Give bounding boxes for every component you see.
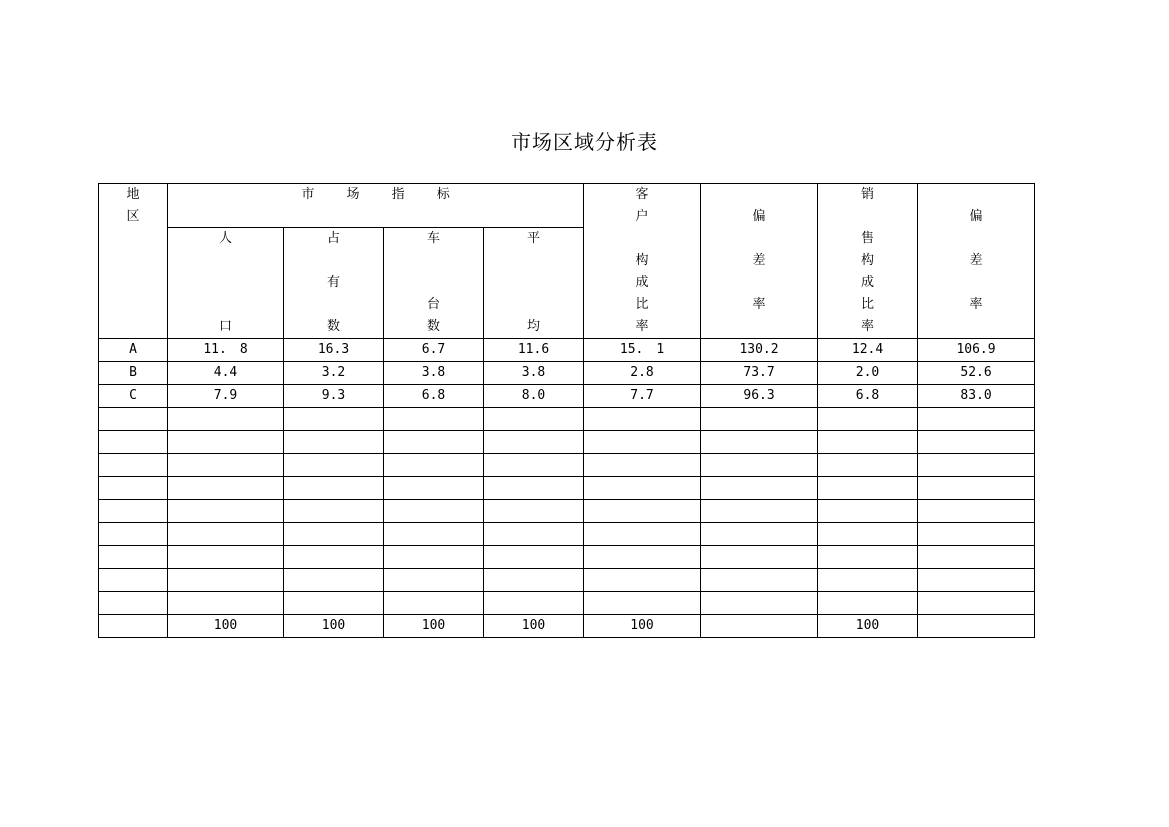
header-char: 成 bbox=[861, 275, 875, 290]
header-char: 有 bbox=[326, 275, 340, 290]
empty-cell bbox=[818, 592, 918, 615]
header-char: 率 bbox=[861, 319, 875, 334]
header-char bbox=[284, 250, 383, 272]
empty-cell bbox=[384, 500, 484, 523]
header-char: 率 bbox=[635, 319, 649, 334]
empty-cell bbox=[484, 592, 584, 615]
header-char: 偏 bbox=[752, 209, 766, 224]
cell-customer-ratio: 15. 1 bbox=[584, 339, 701, 362]
cell-deviation-2: 52.6 bbox=[918, 362, 1035, 385]
page-title: 市场区域分析表 bbox=[511, 130, 658, 154]
header-char: 比 bbox=[861, 297, 875, 312]
cell-deviation-1: 130.2 bbox=[701, 339, 818, 362]
empty-row bbox=[99, 569, 1035, 592]
empty-cell bbox=[701, 477, 818, 500]
empty-cell bbox=[99, 523, 168, 546]
header-char bbox=[701, 228, 817, 250]
empty-cell bbox=[818, 569, 918, 592]
header-char: 比 bbox=[635, 297, 649, 312]
cell-population: 11. 8 bbox=[168, 339, 284, 362]
header-row-1 bbox=[99, 184, 1035, 228]
header-sales-ratio bbox=[818, 184, 918, 339]
empty-cell bbox=[818, 500, 918, 523]
cell-deviation-1: 73.7 bbox=[701, 362, 818, 385]
empty-cell bbox=[99, 454, 168, 477]
total-share: 100 bbox=[284, 615, 384, 638]
header-char: 销 bbox=[861, 187, 875, 202]
empty-cell bbox=[918, 500, 1035, 523]
empty-cell bbox=[818, 408, 918, 431]
cell-vehicles: 6.7 bbox=[384, 339, 484, 362]
header-char: 户 bbox=[635, 209, 649, 224]
header-char: 构 bbox=[861, 253, 875, 268]
empty-cell bbox=[918, 454, 1035, 477]
empty-cell bbox=[284, 500, 384, 523]
empty-cell bbox=[168, 523, 284, 546]
empty-cell bbox=[701, 546, 818, 569]
empty-cell bbox=[284, 546, 384, 569]
header-char: 售 bbox=[861, 231, 875, 246]
empty-cell bbox=[384, 408, 484, 431]
cell-sales-ratio: 2.0 bbox=[818, 362, 918, 385]
header-char: 差 bbox=[969, 253, 983, 268]
empty-cell bbox=[168, 592, 284, 615]
empty-cell bbox=[701, 431, 818, 454]
empty-cell bbox=[99, 546, 168, 569]
total-region bbox=[99, 615, 168, 638]
empty-cell bbox=[584, 431, 701, 454]
header-char bbox=[918, 228, 1034, 250]
cell-region: A bbox=[99, 339, 168, 362]
empty-cell bbox=[484, 523, 584, 546]
cell-population: 4.4 bbox=[168, 362, 284, 385]
cell-average: 3.8 bbox=[484, 362, 584, 385]
total-customer-ratio: 100 bbox=[584, 615, 701, 638]
header-region bbox=[99, 184, 168, 339]
total-deviation-1 bbox=[701, 615, 818, 638]
empty-cell bbox=[818, 546, 918, 569]
header-char: 台 bbox=[426, 297, 440, 312]
empty-row bbox=[99, 500, 1035, 523]
table-row bbox=[99, 385, 1035, 408]
cell-vehicles: 3.8 bbox=[384, 362, 484, 385]
header-char bbox=[484, 294, 583, 316]
empty-cell bbox=[584, 523, 701, 546]
cell-customer-ratio: 7.7 bbox=[584, 385, 701, 408]
header-char: 差 bbox=[752, 253, 766, 268]
table-row bbox=[99, 362, 1035, 385]
header-char bbox=[918, 272, 1034, 294]
header-char bbox=[484, 272, 583, 294]
totals-row bbox=[99, 615, 1035, 638]
header-char bbox=[384, 272, 483, 294]
cell-region: B bbox=[99, 362, 168, 385]
empty-cell bbox=[918, 569, 1035, 592]
header-char bbox=[168, 250, 283, 272]
header-deviation-1 bbox=[701, 184, 818, 339]
empty-cell bbox=[918, 431, 1035, 454]
empty-cell bbox=[484, 477, 584, 500]
empty-row bbox=[99, 592, 1035, 615]
table-row bbox=[99, 339, 1035, 362]
total-population: 100 bbox=[168, 615, 284, 638]
empty-cell bbox=[284, 592, 384, 615]
header-char: 平 bbox=[527, 231, 541, 246]
header-char bbox=[701, 184, 817, 206]
header-population bbox=[168, 228, 284, 339]
empty-cell bbox=[701, 592, 818, 615]
header-char bbox=[918, 184, 1034, 206]
header-char bbox=[168, 294, 283, 316]
empty-cell bbox=[584, 477, 701, 500]
header-char: 车 bbox=[426, 231, 440, 246]
empty-cell bbox=[918, 408, 1035, 431]
empty-cell bbox=[701, 569, 818, 592]
empty-cell bbox=[918, 592, 1035, 615]
empty-row bbox=[99, 546, 1035, 569]
empty-cell bbox=[818, 477, 918, 500]
cell-average: 8.0 bbox=[484, 385, 584, 408]
cell-sales-ratio: 12.4 bbox=[818, 339, 918, 362]
header-deviation-2 bbox=[918, 184, 1035, 339]
cell-deviation-2: 106.9 bbox=[918, 339, 1035, 362]
empty-cell bbox=[168, 500, 284, 523]
empty-cell bbox=[99, 477, 168, 500]
header-char: 人 bbox=[218, 231, 232, 246]
empty-cell bbox=[168, 546, 284, 569]
empty-cell bbox=[584, 454, 701, 477]
empty-cell bbox=[99, 569, 168, 592]
empty-cell bbox=[384, 569, 484, 592]
empty-cell bbox=[168, 408, 284, 431]
empty-cell bbox=[584, 546, 701, 569]
header-char: 数 bbox=[326, 319, 340, 334]
header-market-indicators-label: 市 场 指 标 bbox=[301, 187, 464, 202]
empty-cell bbox=[384, 546, 484, 569]
empty-cell bbox=[918, 546, 1035, 569]
empty-cell bbox=[99, 431, 168, 454]
empty-row bbox=[99, 431, 1035, 454]
empty-cell bbox=[284, 454, 384, 477]
header-region-char: 地 bbox=[126, 187, 140, 202]
empty-cell bbox=[484, 546, 584, 569]
empty-cell bbox=[584, 408, 701, 431]
empty-cell bbox=[818, 431, 918, 454]
cell-share: 3.2 bbox=[284, 362, 384, 385]
header-char: 率 bbox=[969, 297, 983, 312]
empty-cell bbox=[484, 454, 584, 477]
header-char: 占 bbox=[326, 231, 340, 246]
header-average bbox=[484, 228, 584, 339]
empty-cell bbox=[384, 431, 484, 454]
header-share bbox=[284, 228, 384, 339]
empty-row bbox=[99, 477, 1035, 500]
empty-cell bbox=[701, 523, 818, 546]
empty-cell bbox=[284, 408, 384, 431]
empty-cell bbox=[284, 569, 384, 592]
header-vehicles bbox=[384, 228, 484, 339]
header-char bbox=[484, 250, 583, 272]
empty-cell bbox=[484, 431, 584, 454]
header-char: 率 bbox=[752, 297, 766, 312]
total-average: 100 bbox=[484, 615, 584, 638]
empty-cell bbox=[484, 569, 584, 592]
empty-cell bbox=[99, 408, 168, 431]
cell-deviation-2: 83.0 bbox=[918, 385, 1035, 408]
total-vehicles: 100 bbox=[384, 615, 484, 638]
total-sales-ratio: 100 bbox=[818, 615, 918, 638]
header-char: 构 bbox=[635, 253, 649, 268]
header-char bbox=[384, 250, 483, 272]
header-char: 客 bbox=[635, 187, 649, 202]
cell-population: 7.9 bbox=[168, 385, 284, 408]
header-region-char: 区 bbox=[126, 209, 140, 224]
total-deviation-2 bbox=[918, 615, 1035, 638]
cell-share: 16.3 bbox=[284, 339, 384, 362]
cell-sales-ratio: 6.8 bbox=[818, 385, 918, 408]
cell-customer-ratio: 2.8 bbox=[584, 362, 701, 385]
empty-cell bbox=[384, 454, 484, 477]
empty-cell bbox=[168, 569, 284, 592]
empty-cell bbox=[99, 592, 168, 615]
header-char: 口 bbox=[218, 319, 232, 334]
empty-cell bbox=[701, 408, 818, 431]
empty-cell bbox=[284, 431, 384, 454]
empty-cell bbox=[168, 431, 284, 454]
header-char: 数 bbox=[426, 319, 440, 334]
cell-deviation-1: 96.3 bbox=[701, 385, 818, 408]
header-char bbox=[818, 206, 917, 228]
header-char: 均 bbox=[527, 319, 541, 334]
header-char bbox=[701, 272, 817, 294]
header-char: 成 bbox=[635, 275, 649, 290]
empty-cell bbox=[701, 500, 818, 523]
empty-cell bbox=[384, 523, 484, 546]
header-char bbox=[284, 294, 383, 316]
empty-cell bbox=[168, 477, 284, 500]
empty-cell bbox=[584, 592, 701, 615]
header-char bbox=[168, 272, 283, 294]
empty-cell bbox=[918, 477, 1035, 500]
market-analysis-table bbox=[98, 183, 1035, 638]
empty-cell bbox=[99, 500, 168, 523]
empty-cell bbox=[284, 477, 384, 500]
cell-region: C bbox=[99, 385, 168, 408]
empty-row bbox=[99, 454, 1035, 477]
empty-cell bbox=[818, 523, 918, 546]
empty-cell bbox=[584, 500, 701, 523]
header-char bbox=[584, 228, 700, 250]
cell-vehicles: 6.8 bbox=[384, 385, 484, 408]
empty-row bbox=[99, 408, 1035, 431]
cell-share: 9.3 bbox=[284, 385, 384, 408]
empty-cell bbox=[584, 569, 701, 592]
header-char: 偏 bbox=[969, 209, 983, 224]
empty-cell bbox=[484, 408, 584, 431]
cell-average: 11.6 bbox=[484, 339, 584, 362]
empty-cell bbox=[818, 454, 918, 477]
header-customer-ratio bbox=[584, 184, 701, 339]
empty-cell bbox=[484, 500, 584, 523]
empty-cell bbox=[168, 454, 284, 477]
empty-cell bbox=[384, 592, 484, 615]
header-market-indicators bbox=[168, 184, 584, 228]
empty-cell bbox=[384, 477, 484, 500]
empty-cell bbox=[918, 523, 1035, 546]
empty-cell bbox=[701, 454, 818, 477]
empty-cell bbox=[284, 523, 384, 546]
empty-row bbox=[99, 523, 1035, 546]
